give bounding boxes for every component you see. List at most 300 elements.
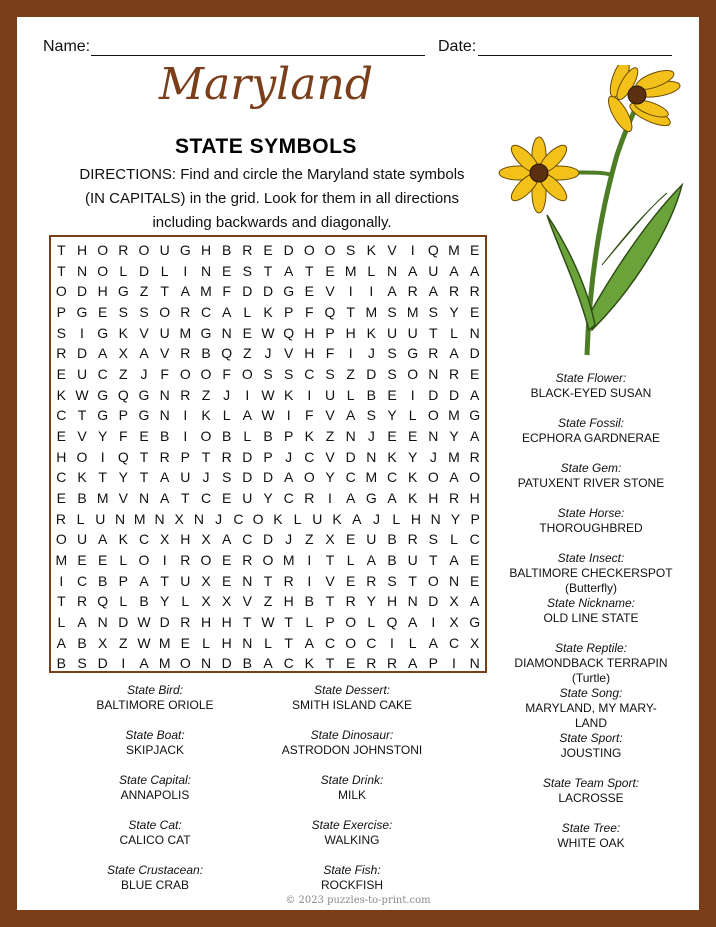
grid-letter[interactable]: I — [183, 407, 188, 424]
grid-letter[interactable]: D — [283, 242, 294, 258]
grid-letter[interactable]: E — [469, 304, 480, 320]
grid-letter[interactable]: B — [77, 490, 87, 506]
grid-letter[interactable]: A — [469, 262, 480, 279]
grid-letter[interactable]: A — [242, 407, 252, 424]
grid-letter[interactable]: M — [406, 304, 419, 320]
grid-letter[interactable]: R — [242, 552, 253, 568]
grid-letter[interactable]: H — [221, 634, 232, 651]
grid-letter[interactable]: F — [119, 428, 128, 444]
grid-letter[interactable]: T — [263, 572, 273, 589]
grid-letter[interactable]: W — [261, 386, 275, 403]
grid-letter[interactable]: S — [428, 304, 438, 320]
grid-letter[interactable]: O — [303, 242, 315, 258]
grid-letter[interactable]: K — [332, 510, 342, 527]
grid-letter[interactable]: H — [304, 324, 315, 341]
grid-letter[interactable]: R — [345, 593, 356, 610]
grid-letter[interactable]: R — [469, 283, 480, 300]
grid-letter[interactable]: R — [180, 614, 191, 630]
grid-letter[interactable]: L — [392, 510, 401, 527]
grid-letter[interactable]: V — [325, 283, 335, 300]
grid-letter[interactable]: H — [97, 283, 108, 300]
grid-letter[interactable]: S — [366, 407, 376, 424]
grid-letter[interactable]: X — [201, 593, 211, 610]
grid-letter[interactable]: C — [304, 366, 315, 382]
grid-letter[interactable]: R — [386, 655, 398, 672]
grid-letter[interactable]: W — [261, 614, 275, 630]
grid-letter[interactable]: A — [469, 593, 480, 610]
grid-letter[interactable]: O — [200, 366, 212, 382]
grid-letter[interactable]: I — [183, 262, 188, 279]
grid-letter[interactable]: A — [97, 531, 108, 548]
grid-letter[interactable]: I — [183, 428, 188, 444]
grid-letter[interactable]: J — [215, 510, 223, 527]
grid-letter[interactable]: Z — [119, 366, 128, 382]
grid-letter[interactable]: D — [262, 531, 274, 548]
grid-letter[interactable]: A — [428, 634, 438, 651]
grid-letter[interactable]: S — [387, 366, 397, 382]
grid-letter[interactable]: F — [305, 304, 314, 320]
grid-letter[interactable]: R — [180, 552, 191, 568]
grid-letter[interactable]: A — [77, 614, 87, 630]
grid-letter[interactable]: U — [242, 490, 253, 506]
grid-letter[interactable]: U — [180, 572, 191, 589]
grid-letter[interactable]: E — [221, 490, 232, 506]
grid-letter[interactable]: E — [469, 366, 480, 382]
grid-letter[interactable]: T — [263, 262, 273, 279]
grid-letter[interactable]: G — [469, 407, 481, 424]
grid-letter[interactable]: N — [386, 262, 398, 279]
grid-letter[interactable]: P — [56, 304, 67, 320]
grid-letter[interactable]: E — [221, 262, 232, 279]
grid-letter[interactable]: D — [242, 469, 253, 486]
grid-letter[interactable]: Q — [324, 304, 336, 320]
grid-letter[interactable]: O — [138, 242, 150, 258]
grid-letter[interactable]: M — [133, 510, 146, 527]
grid-letter[interactable]: Y — [97, 428, 108, 444]
grid-letter[interactable]: O — [252, 510, 264, 527]
grid-letter[interactable]: C — [200, 304, 212, 320]
grid-letter[interactable]: I — [286, 407, 291, 424]
grid-letter[interactable]: X — [97, 634, 108, 651]
grid-letter[interactable]: M — [158, 634, 171, 651]
grid-letter[interactable]: D — [345, 448, 356, 465]
grid-letter[interactable]: J — [223, 386, 231, 403]
grid-letter[interactable]: Y — [450, 510, 461, 527]
grid-letter[interactable]: X — [449, 593, 459, 610]
grid-letter[interactable]: L — [160, 262, 169, 279]
grid-letter[interactable]: I — [328, 490, 332, 506]
grid-letter[interactable]: C — [345, 469, 356, 486]
grid-letter[interactable]: R — [304, 490, 315, 506]
grid-letter[interactable]: O — [427, 407, 439, 424]
grid-letter[interactable]: G — [469, 614, 481, 630]
grid-letter[interactable]: N — [193, 510, 205, 527]
grid-letter[interactable]: S — [242, 262, 252, 279]
grid-letter[interactable]: B — [201, 345, 211, 362]
grid-letter[interactable]: S — [387, 304, 397, 320]
grid-letter[interactable]: U — [407, 324, 418, 341]
grid-letter[interactable]: P — [180, 448, 190, 465]
grid-letter[interactable]: L — [119, 593, 128, 610]
grid-letter[interactable]: A — [159, 490, 170, 506]
grid-letter[interactable]: O — [200, 552, 212, 568]
grid-letter[interactable]: R — [448, 283, 460, 300]
grid-letter[interactable]: T — [429, 552, 438, 568]
grid-letter[interactable]: N — [407, 593, 418, 610]
grid-letter[interactable]: O — [97, 242, 109, 258]
grid-letter[interactable]: M — [448, 407, 460, 424]
grid-letter[interactable]: L — [243, 304, 252, 320]
grid-letter[interactable]: N — [76, 262, 88, 279]
grid-letter[interactable]: N — [242, 634, 253, 651]
grid-letter[interactable]: R — [448, 366, 460, 382]
grid-letter[interactable]: Q — [221, 345, 233, 362]
grid-letter[interactable]: D — [366, 366, 377, 382]
grid-letter[interactable]: G — [97, 386, 109, 403]
grid-letter[interactable]: F — [325, 345, 335, 362]
grid-letter[interactable]: O — [262, 552, 274, 568]
grid-letter[interactable]: A — [283, 262, 294, 279]
grid-letter[interactable]: M — [179, 324, 192, 341]
grid-letter[interactable]: I — [307, 552, 312, 568]
grid-letter[interactable]: O — [241, 366, 253, 382]
grid-letter[interactable]: A — [139, 655, 149, 672]
grid-letter[interactable]: L — [202, 634, 210, 651]
grid-letter[interactable]: G — [97, 407, 109, 424]
grid-letter[interactable]: Z — [243, 345, 252, 362]
grid-letter[interactable]: R — [407, 531, 418, 548]
grid-letter[interactable]: O — [159, 304, 171, 320]
grid-letter[interactable]: F — [160, 366, 169, 382]
grid-letter[interactable]: D — [242, 283, 253, 300]
grid-letter[interactable]: Y — [159, 593, 170, 610]
grid-letter[interactable]: H — [200, 242, 212, 258]
grid-letter[interactable]: E — [56, 490, 67, 506]
grid-letter[interactable]: I — [59, 572, 64, 589]
grid-letter[interactable]: D — [221, 655, 232, 672]
grid-letter[interactable]: W — [261, 324, 275, 341]
grid-letter[interactable]: A — [139, 345, 149, 362]
grid-letter[interactable]: K — [407, 469, 418, 486]
grid-letter[interactable]: Y — [407, 448, 418, 465]
grid-letter[interactable]: R — [283, 572, 294, 589]
grid-letter[interactable]: P — [118, 572, 128, 589]
grid-letter[interactable]: A — [449, 552, 459, 568]
grid-letter[interactable]: Q — [117, 386, 129, 403]
grid-letter[interactable]: N — [469, 655, 480, 672]
grid-letter[interactable]: B — [159, 428, 170, 444]
grid-letter[interactable]: I — [348, 345, 353, 362]
grid-letter[interactable]: V — [77, 428, 87, 444]
grid-letter[interactable]: E — [469, 552, 480, 568]
grid-letter[interactable]: O — [200, 428, 212, 444]
grid-letter[interactable]: N — [345, 428, 356, 444]
grid-letter[interactable]: E — [139, 428, 149, 444]
grid-letter[interactable]: A — [221, 531, 232, 548]
grid-letter[interactable]: N — [200, 655, 212, 672]
grid-letter[interactable]: Y — [325, 469, 335, 486]
grid-letter[interactable]: H — [283, 593, 294, 610]
grid-letter[interactable]: U — [366, 531, 377, 548]
grid-letter[interactable]: R — [118, 242, 129, 258]
grid-letter[interactable]: S — [345, 242, 356, 258]
grid-letter[interactable]: T — [181, 490, 190, 506]
grid-letter[interactable]: P — [325, 614, 335, 630]
grid-letter[interactable]: D — [469, 345, 480, 362]
grid-letter[interactable]: N — [154, 510, 165, 527]
grid-letter[interactable]: T — [243, 614, 252, 630]
grid-letter[interactable]: N — [159, 386, 170, 403]
grid-letter[interactable]: E — [387, 386, 397, 403]
grid-letter[interactable]: A — [345, 490, 356, 506]
grid-letter[interactable]: G — [365, 490, 377, 506]
grid-letter[interactable]: P — [470, 510, 480, 527]
grid-letter[interactable]: R — [366, 572, 377, 589]
grid-letter[interactable]: O — [179, 366, 191, 382]
grid-letter[interactable]: G — [407, 345, 419, 362]
grid-letter[interactable]: E — [56, 366, 67, 382]
grid-letter[interactable]: K — [366, 242, 376, 258]
grid-letter[interactable]: E — [345, 531, 356, 548]
grid-letter[interactable]: E — [304, 283, 314, 300]
grid-letter[interactable]: S — [221, 469, 232, 486]
grid-letter[interactable]: L — [450, 531, 458, 548]
grid-letter[interactable]: T — [325, 593, 335, 610]
grid-letter[interactable]: Z — [305, 531, 314, 548]
grid-letter[interactable]: M — [365, 469, 378, 486]
grid-letter[interactable]: R — [407, 283, 418, 300]
grid-letter[interactable]: T — [98, 469, 107, 486]
grid-letter[interactable]: T — [346, 304, 355, 320]
grid-letter[interactable]: C — [448, 634, 460, 651]
grid-letter[interactable]: C — [304, 448, 315, 465]
grid-letter[interactable]: P — [325, 324, 335, 341]
grid-letter[interactable]: B — [56, 655, 67, 672]
grid-letter[interactable]: A — [469, 386, 480, 403]
grid-letter[interactable]: I — [307, 386, 312, 403]
grid-letter[interactable]: U — [180, 469, 191, 486]
grid-letter[interactable]: U — [386, 324, 398, 341]
grid-letter[interactable]: I — [121, 655, 126, 672]
grid-letter[interactable]: O — [303, 469, 315, 486]
grid-letter[interactable]: N — [366, 448, 377, 465]
grid-letter[interactable]: A — [221, 304, 232, 320]
grid-letter[interactable]: T — [57, 242, 66, 258]
grid-letter[interactable]: D — [76, 345, 88, 362]
grid-letter[interactable]: E — [180, 634, 190, 651]
grid-letter[interactable]: Z — [139, 283, 149, 300]
grid-letter[interactable]: H — [221, 614, 232, 630]
grid-letter[interactable]: O — [469, 469, 481, 486]
grid-letter[interactable]: I — [410, 242, 415, 258]
grid-letter[interactable]: O — [345, 634, 357, 651]
grid-letter[interactable]: D — [118, 614, 129, 630]
grid-letter[interactable]: N — [469, 324, 480, 341]
grid-letter[interactable]: P — [118, 407, 128, 424]
grid-letter[interactable]: J — [140, 366, 148, 382]
grid-letter[interactable]: Y — [366, 593, 376, 610]
grid-letter[interactable]: W — [137, 614, 151, 630]
grid-letter[interactable]: K — [304, 655, 314, 672]
word-search-grid[interactable] — [49, 235, 487, 673]
grid-letter[interactable]: R — [448, 490, 460, 506]
grid-letter[interactable]: L — [243, 428, 252, 444]
grid-letter[interactable]: X — [118, 345, 128, 362]
grid-letter[interactable]: O — [138, 552, 150, 568]
grid-letter[interactable]: N — [242, 572, 253, 589]
grid-letter[interactable]: E — [469, 242, 480, 258]
grid-letter[interactable]: E — [77, 552, 87, 568]
grid-letter[interactable]: X — [469, 634, 480, 651]
grid-letter[interactable]: E — [97, 304, 108, 320]
grid-letter[interactable]: D — [242, 448, 253, 465]
grid-letter[interactable]: H — [410, 510, 422, 527]
grid-letter[interactable]: S — [118, 304, 128, 320]
grid-letter[interactable]: G — [179, 242, 191, 258]
grid-letter[interactable]: H — [469, 490, 480, 506]
grid-letter[interactable]: Y — [387, 407, 397, 424]
grid-letter[interactable]: Z — [263, 593, 273, 610]
grid-letter[interactable]: O — [179, 655, 191, 672]
grid-letter[interactable]: D — [138, 262, 150, 279]
grid-letter[interactable]: K — [56, 386, 67, 403]
grid-letter[interactable]: A — [449, 345, 459, 362]
grid-letter[interactable]: L — [57, 614, 66, 630]
grid-letter[interactable]: O — [427, 572, 439, 589]
grid-letter[interactable]: R — [242, 242, 253, 258]
grid-letter[interactable]: H — [428, 490, 439, 506]
grid-letter[interactable]: Q — [427, 242, 439, 258]
grid-letter[interactable]: M — [96, 490, 109, 506]
grid-letter[interactable]: A — [345, 407, 356, 424]
grid-letter[interactable]: X — [201, 531, 211, 548]
grid-letter[interactable]: A — [407, 655, 418, 672]
grid-letter[interactable]: D — [76, 283, 88, 300]
grid-letter[interactable]: T — [408, 572, 417, 589]
grid-letter[interactable]: P — [283, 304, 294, 320]
grid-letter[interactable]: R — [55, 510, 66, 527]
grid-letter[interactable]: V — [325, 572, 335, 589]
grid-letter[interactable]: N — [428, 366, 439, 382]
grid-letter[interactable]: X — [221, 593, 232, 610]
grid-letter[interactable]: Z — [346, 366, 355, 382]
grid-letter[interactable]: R — [180, 345, 191, 362]
grid-letter[interactable]: X — [159, 531, 170, 548]
grid-letter[interactable]: A — [352, 510, 362, 527]
grid-letter[interactable]: N — [200, 262, 212, 279]
grid-letter[interactable]: S — [139, 304, 149, 320]
grid-letter[interactable]: L — [367, 262, 376, 279]
grid-letter[interactable]: K — [387, 448, 397, 465]
grid-letter[interactable]: C — [76, 572, 88, 589]
grid-letter[interactable]: K — [366, 324, 376, 341]
grid-letter[interactable]: A — [159, 469, 170, 486]
grid-letter[interactable]: T — [429, 324, 438, 341]
grid-letter[interactable]: G — [97, 324, 109, 341]
grid-letter[interactable]: D — [428, 386, 439, 403]
grid-letter[interactable]: G — [283, 283, 295, 300]
grid-letter[interactable]: T — [77, 407, 87, 424]
grid-letter[interactable]: C — [56, 407, 67, 424]
grid-letter[interactable]: E — [221, 552, 232, 568]
grid-letter[interactable]: C — [469, 531, 480, 548]
grid-letter[interactable]: K — [77, 469, 87, 486]
grid-letter[interactable]: Z — [119, 634, 128, 651]
grid-letter[interactable]: T — [139, 469, 149, 486]
grid-letter[interactable]: E — [407, 428, 418, 444]
grid-letter[interactable]: T — [284, 614, 293, 630]
grid-letter[interactable]: I — [431, 614, 436, 630]
grid-letter[interactable]: I — [452, 655, 456, 672]
grid-letter[interactable]: K — [273, 510, 283, 527]
grid-letter[interactable]: A — [449, 469, 459, 486]
grid-letter[interactable]: V — [325, 407, 335, 424]
grid-letter[interactable]: D — [159, 614, 170, 630]
grid-letter[interactable]: B — [221, 242, 232, 258]
grid-letter[interactable]: H — [76, 242, 88, 258]
grid-letter[interactable]: J — [285, 531, 293, 548]
grid-letter[interactable]: C — [56, 469, 67, 486]
grid-letter[interactable]: R — [428, 345, 439, 362]
grid-letter[interactable]: R — [180, 386, 191, 403]
grid-letter[interactable]: L — [346, 552, 355, 568]
grid-letter[interactable]: E — [97, 552, 108, 568]
grid-letter[interactable]: H — [345, 324, 356, 341]
grid-letter[interactable]: E — [325, 262, 335, 279]
grid-letter[interactable]: U — [76, 366, 88, 382]
grid-letter[interactable]: A — [283, 469, 294, 486]
grid-letter[interactable]: J — [285, 448, 293, 465]
grid-letter[interactable]: S — [77, 655, 87, 672]
grid-letter[interactable]: B — [263, 428, 273, 444]
grid-letter[interactable]: T — [160, 283, 169, 300]
grid-letter[interactable]: C — [283, 655, 294, 672]
grid-letter[interactable]: O — [345, 614, 357, 630]
grid-letter[interactable]: W — [137, 634, 151, 651]
grid-letter[interactable]: U — [428, 262, 439, 279]
grid-letter[interactable]: Y — [118, 469, 128, 486]
grid-letter[interactable]: P — [283, 428, 294, 444]
grid-letter[interactable]: P — [263, 448, 273, 465]
grid-letter[interactable]: B — [304, 593, 314, 610]
grid-letter[interactable]: N — [114, 510, 126, 527]
grid-letter[interactable]: F — [222, 366, 231, 382]
grid-letter[interactable]: Z — [325, 428, 335, 444]
grid-letter[interactable]: G — [76, 304, 88, 320]
grid-letter[interactable]: S — [428, 531, 438, 548]
grid-letter[interactable]: U — [95, 510, 106, 527]
grid-letter[interactable]: B — [242, 655, 252, 672]
grid-letter[interactable]: V — [159, 345, 170, 362]
grid-letter[interactable]: J — [264, 345, 272, 362]
grid-letter[interactable]: O — [55, 283, 67, 300]
grid-letter[interactable]: A — [366, 552, 376, 568]
grid-letter[interactable]: K — [201, 407, 211, 424]
grid-letter[interactable]: S — [387, 572, 397, 589]
grid-letter[interactable]: B — [139, 593, 149, 610]
grid-letter[interactable]: G — [117, 283, 129, 300]
grid-letter[interactable]: J — [429, 448, 437, 465]
grid-letter[interactable]: M — [282, 552, 295, 568]
grid-letter[interactable]: E — [242, 324, 252, 341]
grid-letter[interactable]: H — [56, 448, 67, 465]
grid-letter[interactable]: U — [76, 531, 88, 548]
grid-letter[interactable]: B — [77, 634, 87, 651]
grid-letter[interactable]: H — [180, 531, 191, 548]
grid-letter[interactable]: E — [469, 572, 480, 589]
grid-letter[interactable]: A — [407, 262, 418, 279]
grid-letter[interactable]: M — [158, 655, 171, 672]
